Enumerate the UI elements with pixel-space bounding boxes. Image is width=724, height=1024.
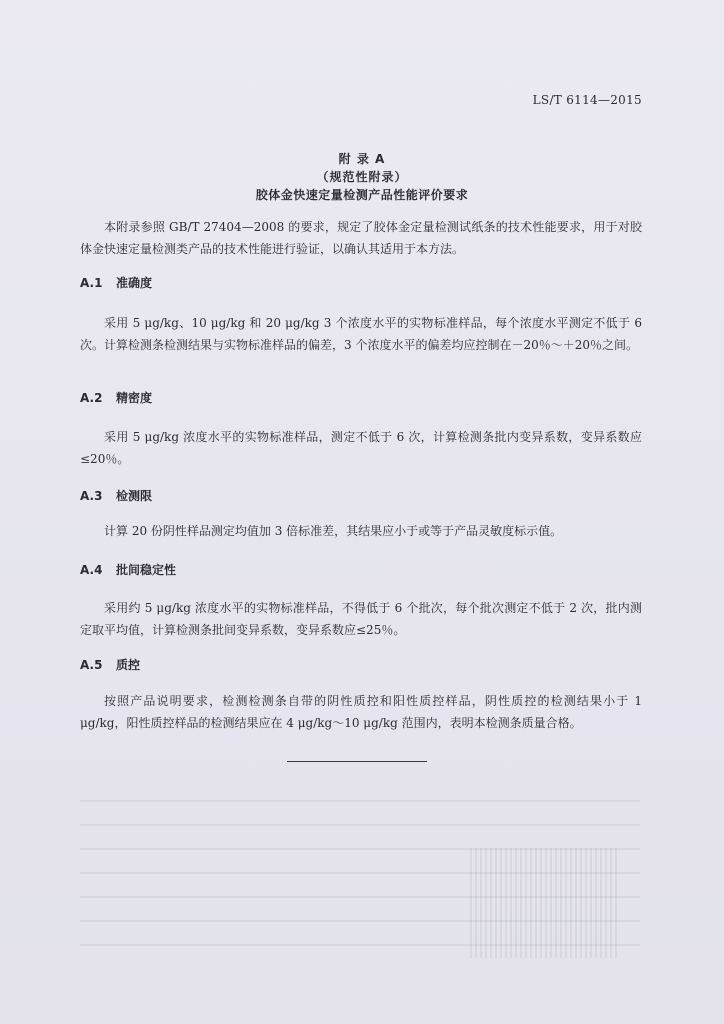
end-rule (287, 761, 427, 762)
annex-type: （规范性附录） (316, 170, 408, 184)
section-title: 准确度 (116, 276, 153, 290)
annex-main-title: 胶体金快速定量检测产品性能评价要求 (255, 188, 469, 202)
section-body-a4: 采用约 5 μg/kg 浓度水平的实物标准样品，不得低于 6 个批次，每个批次测定不低于 2 次，批内测定取平均值，计算检测条批间变异系数，变异系数应≤25％。 (80, 601, 642, 637)
section-number: A.2 (80, 391, 103, 405)
section-heading-a5 (80, 656, 140, 673)
section-body-a3: 计算 20 份阴性样品测定均值加 3 倍标准差，其结果应小于或等于产品灵敏度标示值。 (104, 524, 563, 538)
section-title: 批间稳定性 (116, 563, 177, 577)
show-through-barcode (470, 848, 620, 958)
section-body-a5: 按照产品说明要求，检测检测条自带的阴性质控和阳性质控样品，阴性质控的检测结果小于 1 μg/kg，阳性质控样品的检测结果应在 4 μg/kg～10 μg/kg 范围内，表明本检测条质量合格。 (80, 694, 642, 730)
section-number: A.3 (80, 489, 103, 503)
section-number: A.5 (80, 658, 103, 672)
section-title: 精密度 (116, 391, 153, 405)
section-title: 检测限 (116, 489, 153, 503)
section-title: 质控 (116, 658, 141, 672)
section-heading-a3 (80, 487, 152, 504)
annex-label: 附 录 A (338, 152, 386, 166)
section-number: A.1 (80, 276, 103, 290)
annex-title-block (0, 150, 724, 204)
section-body-a1: 采用 5 μg/kg、10 μg/kg 和 20 μg/kg 3 个浓度水平的实物标准样品，每个浓度水平测定不低于 6 次。计算检测条检测结果与实物标准样品的偏差，3 个浓度水平的偏差均应控制在－20％～＋20％之间。 (80, 316, 642, 352)
section-heading-a4 (80, 561, 176, 578)
section-body-a2: 采用 5 μg/kg 浓度水平的实物标准样品，测定不低于 6 次，计算检测条批内变异系数，变异系数应≤20％。 (80, 430, 642, 466)
section-heading-a1 (80, 274, 152, 291)
section-heading-a2 (80, 389, 152, 406)
section-number: A.4 (80, 563, 103, 577)
standard-code: LS/T 6114—2015 (532, 93, 642, 107)
intro-paragraph: 本附录参照 GB/T 27404—2008 的要求，规定了胶体金定量检测试纸条的技术性能要求，用于对胶体金快速定量检测类产品的技术性能进行验证，以确认其适用于本方法。 (80, 220, 642, 256)
